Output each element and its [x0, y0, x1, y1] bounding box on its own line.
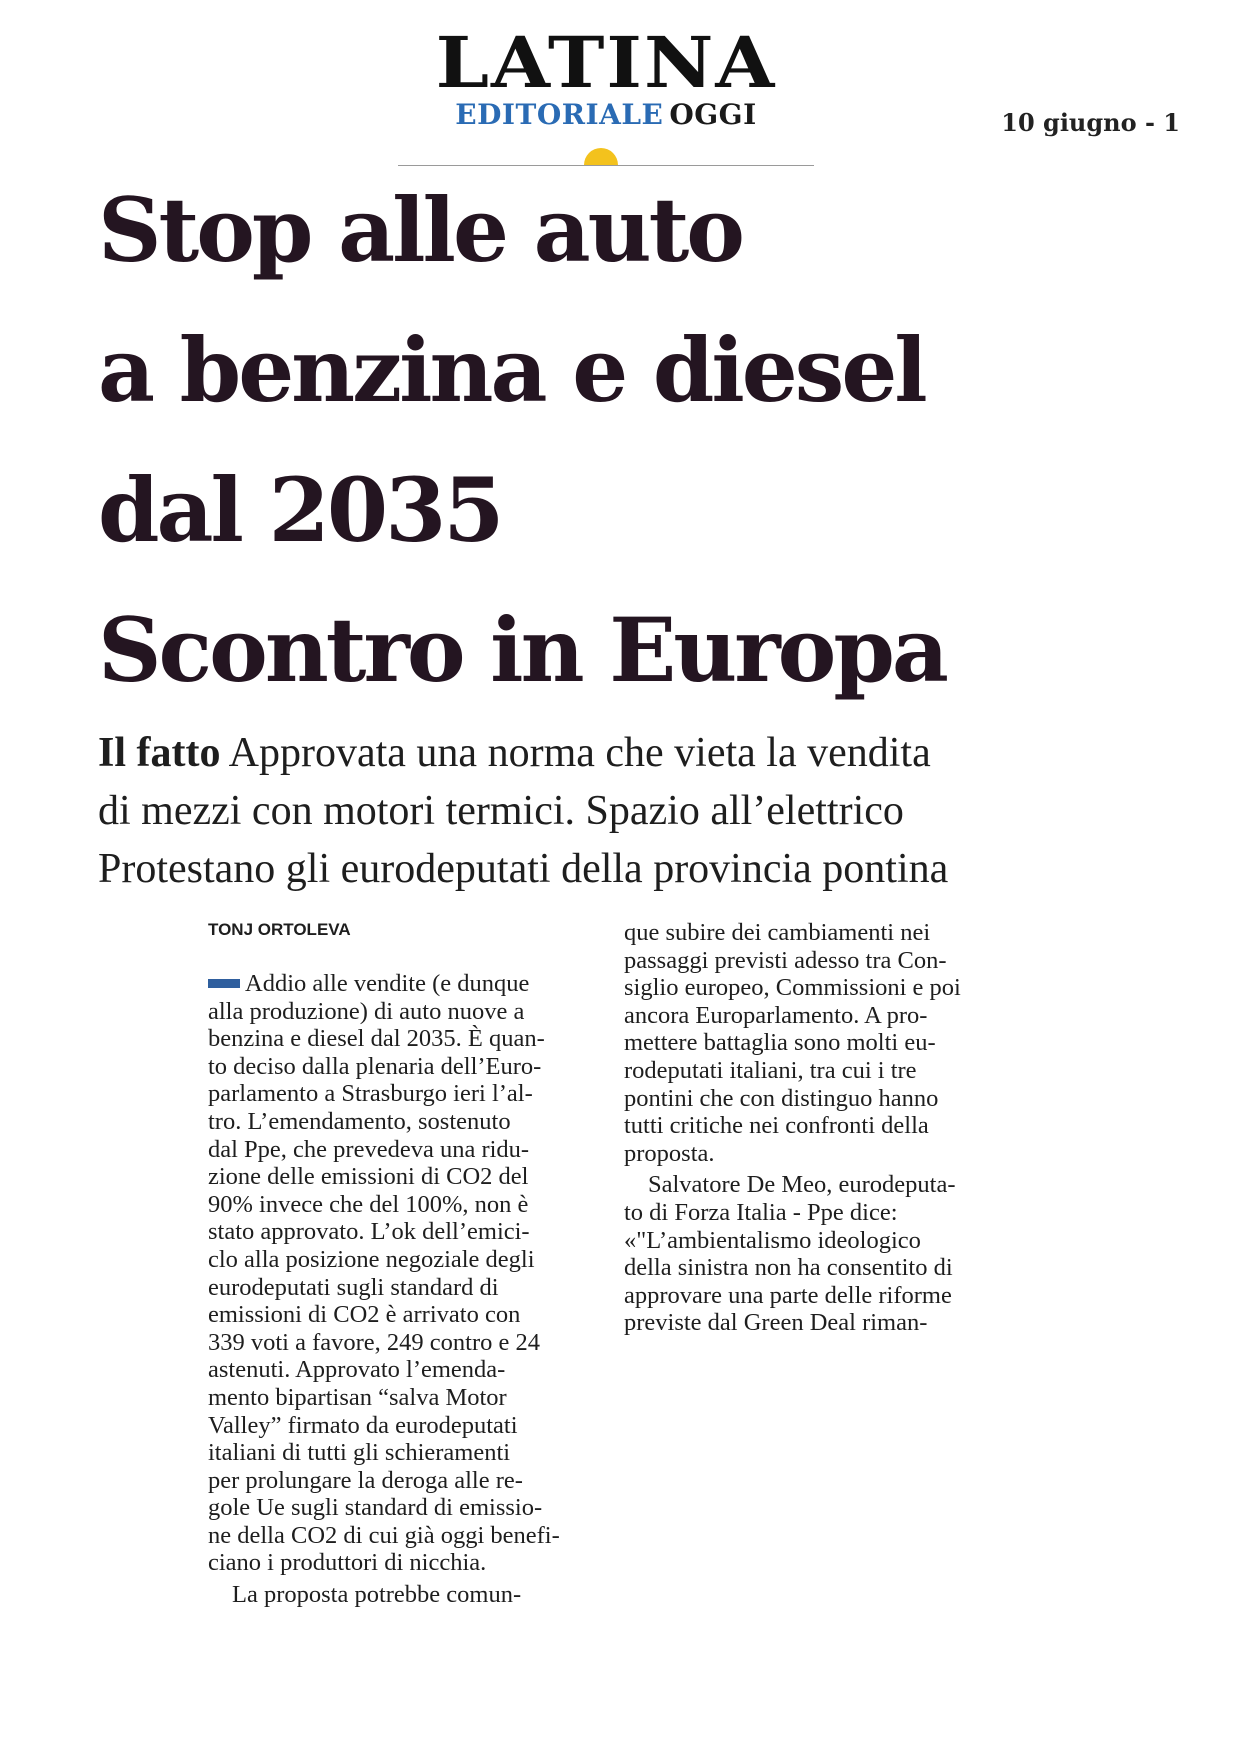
article-line: que subire dei cambiamenti nei — [624, 919, 931, 946]
article-line — [208, 970, 600, 998]
article-line: gole Ue sugli standard di emissio- — [208, 1494, 543, 1522]
article-line: per prolungare la deroga alle re- — [208, 1466, 523, 1494]
article-column-2 — [624, 919, 1018, 1337]
article-line: dal Ppe, che prevedeva una ridu- — [208, 1135, 530, 1163]
article-line: 339 voti a favore, 249 contro e 24 — [208, 1328, 541, 1356]
article-line: astenuti. Approvato l’emenda- — [208, 1356, 506, 1384]
article-line: italiani di tutti gli schieramenti — [208, 1439, 511, 1467]
article-line: alla produzione) di auto nuove a — [208, 997, 525, 1025]
article-line: benzina e diesel dal 2035. È quan- — [208, 1025, 545, 1053]
subheadline — [98, 724, 1228, 898]
article-line: La proposta potrebbe comun- — [232, 1581, 522, 1609]
subhead-line — [98, 724, 1228, 782]
subhead-line: Protestano gli eurodeputati della provincia pontina — [98, 846, 949, 892]
article-line: previste dal Green Deal riman- — [624, 1309, 928, 1337]
article-line: emissioni di CO2 è arrivato con — [208, 1301, 521, 1329]
article-line: approvare una parte delle riforme — [624, 1281, 952, 1309]
byline: TONJ ORTOLEVA — [208, 920, 351, 939]
masthead-title: LATINA — [435, 21, 777, 104]
article-line: proposta. — [624, 1139, 715, 1167]
headline — [98, 160, 1218, 720]
article-line: stato approvato. L’ok dell’emici- — [208, 1218, 530, 1246]
masthead-subtitle-editoriale: EDITORIALE — [455, 98, 664, 131]
article-line: «"L’ambientalismo ideologico — [624, 1226, 921, 1254]
article-line: eurodeputati sugli standard di — [208, 1273, 499, 1301]
article-line: pontini che con distinguo hanno — [624, 1084, 939, 1112]
article-line: parlamento a Strasburgo ieri l’al- — [208, 1080, 533, 1108]
headline-line: dal 2035 — [98, 458, 502, 562]
article-line: to deciso dalla plenaria dell’Euro- — [208, 1052, 542, 1080]
masthead-subtitle — [398, 100, 814, 130]
article-line: tro. L’emendamento, sostenuto — [208, 1107, 511, 1135]
article-line: clo alla posizione negoziale degli — [208, 1245, 535, 1273]
masthead-subtitle-oggi: OGGI — [669, 98, 757, 131]
headline-line: Scontro in Europa — [98, 598, 946, 702]
article-line: mettere battaglia sono molti eu- — [624, 1029, 936, 1057]
page-date: 10 giugno - 1 — [1001, 108, 1180, 137]
article-line: siglio europeo, Commissioni e poi — [624, 974, 961, 1002]
headline-line: Stop alle auto — [98, 178, 742, 282]
article-line-text: Addio alle vendite (e dunque — [245, 970, 530, 997]
article-line: tutti critiche nei confronti della — [624, 1112, 929, 1140]
article-line: ciano i produttori di nicchia. — [208, 1549, 487, 1577]
lead-marker-icon — [208, 979, 240, 988]
article-line: rodeputati italiani, tra cui i tre — [624, 1056, 917, 1084]
article-line: 90% invece che del 100%, non è — [208, 1190, 529, 1218]
article-line: della sinistra non ha consentito di — [624, 1254, 953, 1282]
article-line: to di Forza Italia - Ppe dice: — [624, 1198, 898, 1226]
masthead — [398, 22, 814, 150]
article-line: ne della CO2 di cui già oggi benefi- — [208, 1521, 560, 1549]
article-line: Valley” firmato da eurodeputati — [208, 1411, 518, 1439]
article-line: ancora Europarlamento. A pro- — [624, 1001, 928, 1029]
article-line: zione delle emissioni di CO2 del — [208, 1163, 529, 1191]
article-line: passaggi previsti adesso tra Con- — [624, 946, 947, 974]
article-line: Salvatore De Meo, eurodeputa- — [648, 1171, 956, 1199]
headline-line: a benzina e diesel — [98, 318, 925, 422]
subhead-kicker: Il fatto — [98, 730, 221, 776]
subhead-line: di mezzi con motori termici. Spazio all’elettrico — [98, 788, 904, 834]
subhead-text: Approvata una norma che vieta la vendita — [220, 730, 931, 776]
article-line: mento bipartisan “salva Motor — [208, 1383, 507, 1411]
article-column-1 — [208, 970, 600, 1609]
